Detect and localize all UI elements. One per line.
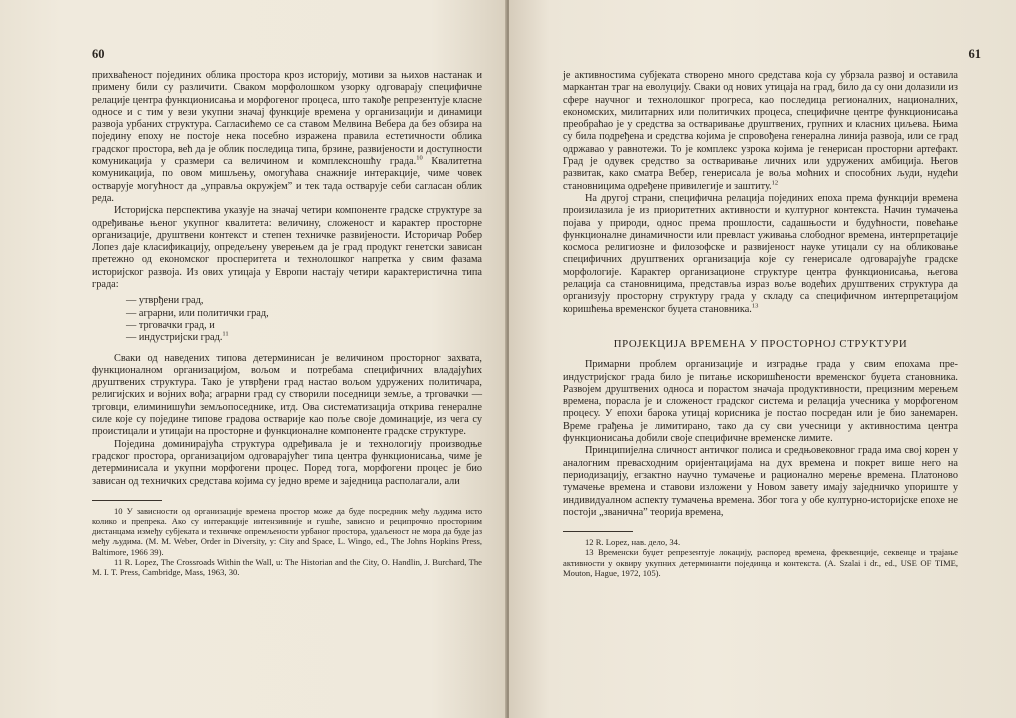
footnote-ref: 13: [751, 302, 759, 310]
list-item: — утврђени град,: [126, 295, 204, 307]
paragraph-text: је активностима субјеката створено много средстава која су убрзала развој и оставила маркантан траг на еволуцију. Сваки од нових утицаја на град, било да су они долазили из сфере научног и технолошког прогреса, као последица регионалних, националних, економских, милитарних или политичких процеса, специфичне центре функционисања преобраћао је у средства за остваривање друштвених, групних и класних циљева. Њима су била подређена и средства којима је спровођена генерална линија развоја, или се град одржавао у равнотежи. То је комплекс узрока којима је генерисан просторни артефакт. Град је одувек средство за остваривање личних или удружених амбиција. Његов развитак, како сматра Вебер, генерисала је воља моћних и способних људи, нудећи становницима одређене привилегије и заштиту.: [563, 70, 958, 192]
list-item: — трговачки град, и: [126, 319, 215, 331]
paragraph: [563, 193, 958, 316]
footnote-ref: 12: [771, 179, 779, 187]
list-item-text: — индустријски град.: [126, 332, 223, 344]
paragraph-text: прихваћеност појединих облика простора кроз историју, мотиви за њихов настанак и примену били су различити. Сваком морфолошком узорку одговарају специфичне релације центра функционисања и морфогеног процеса, што такође репрезентује класне односе и с тим у вези укупни значај функције времена у организацији и динамици развоја урбаних структура. Сагласићемо се са ставом Мелвина Вебера да без обзира на појединy епоху не постоје нека посебно изражена правила естетичности облика градског простора, већ да је облик последица типа, брзине, развијености и доступности комуникација у сразмери са величином и комплексношћу града.: [92, 70, 482, 168]
paragraph: Историјска перспектива указује на значај четири компоненте градске структуре за одређивање њеног укупног квалитета: величину, сложеност и карактер просторне организације, друштвени контекст и степен техничке развијености. Историчар Робер Лопез даје класификацију, опредељену уверењем да је град продукт генетски зависан претежно од економског просперитета и технолошког напретка у свим фазама историјског развоја. Из ових утицаја у Европи настају четири карактеристична типа града:: [92, 205, 482, 291]
page-number-left: 60: [92, 47, 105, 61]
paragraph: Поједина доминирајућа структура одређивала је и технологију производње градског простора, организацијом одговарајућег типа центра функционисања, чиме је детерминисала и укупни морфогени процес. Поред тога, морфогени процес је био зависан од техничких средстава којима су једно време и заједница располагали, али: [92, 438, 482, 487]
footnote: 13 Временски буџет репрезентује локацију, распоред времена, фреквенције, секвенце и трајање активности у оквиру укупних детерминанти појединца и контекста. (A. Szalai i dr., ed., USE OF TIME, Mouton, Hague, 1972, 105).: [563, 547, 958, 578]
footnote: 12 R. Lopez, нав. дело, 34.: [585, 537, 681, 548]
paragraph-text: Квалитетна комуникација, по овом мишљењу, омогућава снажније интеракције, чиме човек остварује могућност да „управља окружјем” и тек тада остварује себи сагласан облик реда.: [92, 156, 482, 204]
footnote: 10 У зависности од организације времена простор може да буде посредник међу људима исто колико и препрека. Ако су интеракције интензивније и гушће, зависно и реципрочно просторним дистанцама између субјеката и техничке опремљености урбаног простора, удаљеност не мора да буде јаз међу људима. (M. M. Weber, Order in Diversity, y: City and Space, L. Wingo, ed., The Johns Hopkins Press, Baltimore, 1966 39).: [92, 505, 482, 557]
footnote-rule: [92, 500, 162, 501]
right-page: [509, 0, 1016, 718]
footnote-rule: [563, 531, 633, 532]
footnote-ref: 10: [416, 154, 423, 162]
paragraph: Примарни проблем организације и изградње града у свим епохама пре-индустријског града било је питање искоришћености временског буџета становника. Развојем друштвених односа и порастом значаја продуктивности, прецизним мерењем времена, порасла је и сложеност градског система и релација учесника у морфогеном процесу. У епохи барока утицај корисника је постао посредан или је био занемарен. Време грађења је лимитирано, тако да су сви учесници у активностима центра функционисања добили своје специфичне временске лимите.: [563, 359, 958, 445]
list-item: [92, 332, 482, 344]
left-page: [0, 0, 507, 718]
page-number-right: 61: [968, 47, 981, 61]
paragraph-text: На другој страни, специфична релација појединих епоха према функцији времена произилазила је из приоритетних активности и културног контекста. Начин тумачења појава у природи, однос према прошлости, садашњости и будућности, повећање функционалне динамичности или превласт уживања слободног времена, интерпретације космоса религиозне и филозофске и развијеност науке утицали су на обликовање специфичних друштвених организација које су генерисале одговарајуће градске морфологије. Карактер организационе структуре центра функционисања, његова релација са становницима, представља израз воље водећих друштвених структура да организују просторну структуру града у складу са специфичном интерпретацијом коришћења временског буџета становника.: [563, 192, 958, 315]
paragraph: [563, 70, 958, 193]
footnote-ref: 11: [222, 330, 229, 338]
footnote: 11 R. Lopez, The Crossroads Within the Wall, u: The Historian and the City, O. Handlin, J. Burchard, The M. I. T. Press, Cambridge, Mass, 1963, 30.: [92, 556, 482, 578]
paragraph: Сваки од наведених типова детерминисан је величином просторног захвата, функционалном организацијом, вољом и потребама специфичних владајућих друштвених структура. Тако је утврђени град настао вољом удружених политичара, религијских и војних вођа; аграрни град су створили поседници земље, а трговачки — трговци, елиминишући земљопоседнике, итд. Ова систематизација открива генералне силе које су поједине типове градова остварије као поље своје доминације, из чега су проистицали и утицаји на просторне и функционалне компоненте градске структуре.: [92, 352, 482, 438]
left-page-body: [92, 70, 482, 577]
section-heading: ПРОЈЕКЦИЈА ВРЕМЕНА У ПРОСТОРНОЈ СТРУКТУРИ: [613, 337, 908, 350]
city-types-list: [92, 295, 482, 344]
paragraph: Принципијелна сличност античког полиса и средњовековног града има свој корен у аналогним превасходним оријентацијама на дух времена и покрет више него на периодизацију, егзактно научно тумачење и рационално мерење времена. Платоново тумачење времена и ставови изложени у Новом завету имају заједничко упориште у индивидуалном аспекту тумачења времена. Због тога у обе културно-историјске епохе не постоји „званична” теорија времена,: [563, 445, 958, 518]
right-page-body: [563, 70, 958, 578]
paragraph: [92, 70, 482, 205]
list-item: — аграрни, или политички град,: [126, 307, 269, 319]
